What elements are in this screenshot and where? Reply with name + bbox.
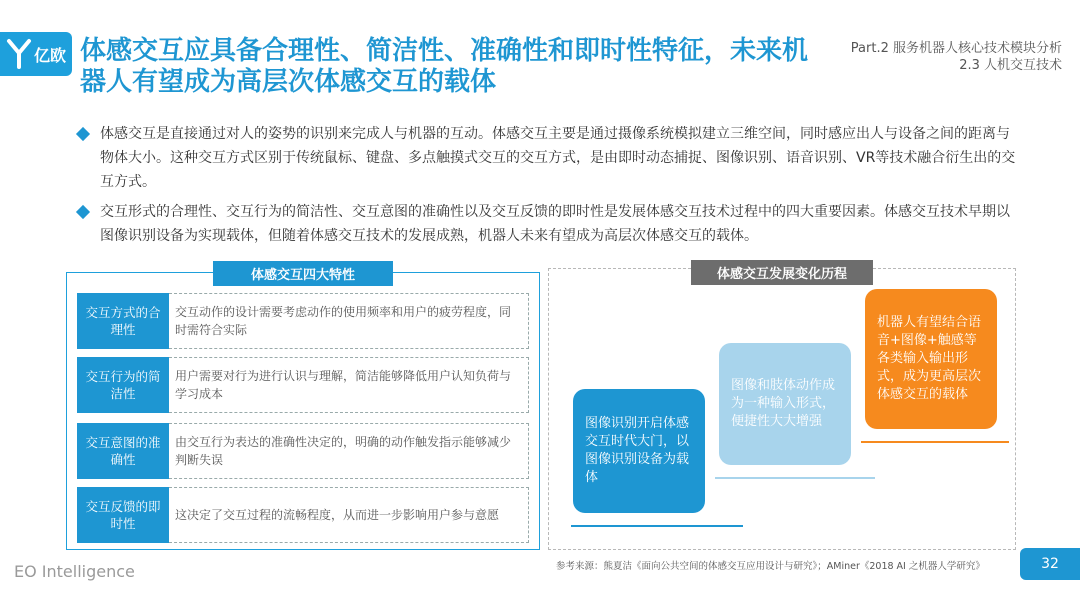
feature-row	[77, 487, 529, 543]
part-line: Part.2 服务机器人核心技术模块分析	[850, 41, 1062, 56]
diamond-bullet-icon	[76, 205, 90, 219]
evolution-step-1	[573, 389, 705, 513]
feature-desc: 这决定了交互过程的流畅程度，从而进一步影响用户参与意愿	[169, 487, 529, 543]
evolution-panel-title: 体感交互发展变化历程	[691, 260, 873, 285]
evolution-step-2	[719, 343, 851, 465]
feature-desc: 交互动作的设计需要考虑动作的使用频率和用户的疲劳程度，同时需符合实际	[169, 293, 529, 349]
feature-row	[77, 293, 529, 349]
logo-y-icon	[6, 38, 32, 70]
feature-desc: 用户需要对行为进行认识与理解，简洁能够降低用户认知负荷与学习成本	[169, 357, 529, 413]
logo	[0, 32, 72, 76]
step-2-baseline	[715, 477, 875, 479]
features-panel-title: 体感交互四大特性	[213, 261, 393, 286]
step-text: 图像和肢体动作成为一种输入形式，便捷性大大增强	[731, 378, 836, 429]
step-text: 图像识别开启体感交互时代大门，以图像识别设备为载体	[585, 416, 690, 485]
page-title: 体感交互应具备合理性、简洁性、准确性和即时性特征，未来机器人有望成为高层次体感交互的载体	[80, 36, 809, 97]
bullet-text: 体感交互是直接通过对人的姿势的识别来完成人与机器的互动。体感交互主要是通过摄像系统模拟建立三维空间，同时感应出人与设备之间的距离与物体大小。这种交互方式区别于传统鼠标、键盘、多点触摸式交互的交互方式，是由即时动态捕捉、图像识别、语音识别、VR等技术融合衍生出的交互方式。	[100, 126, 1016, 190]
bullet-item	[76, 122, 1016, 194]
section-info	[851, 40, 1062, 74]
bullet-text: 交互形式的合理性、交互行为的简洁性、交互意图的准确性以及交互反馈的即时性是发展体感交互技术过程中的四大重要因素。体感交互技术早期以图像识别设备为实现载体，但随着体感交互技术的发展成熟，机器人未来有望成为高层次体感交互的载体。	[100, 204, 1010, 244]
feature-label: 交互方式的合理性	[77, 293, 169, 349]
step-1-baseline	[571, 525, 743, 527]
evolution-step-3	[865, 289, 997, 429]
bullet-list	[76, 122, 1016, 254]
step-text: 机器人有望结合语音+图像+触感等各类输入输出形式，成为更高层次体感交互的载体	[877, 315, 982, 402]
feature-label: 交互意图的准确性	[77, 423, 169, 479]
feature-row	[77, 423, 529, 479]
bullet-item	[76, 200, 1016, 248]
features-panel	[66, 268, 540, 550]
brand-footer: EO Intelligence	[14, 562, 135, 581]
page-number: 32	[1020, 548, 1080, 580]
source-note: 参考来源：熊夏洁《面向公共空间的体感交互应用设计与研究》；AMiner《2018 AI 之机器人学研究》	[556, 561, 985, 572]
feature-label: 交互反馈的即时性	[77, 487, 169, 543]
logo-text: 亿欧	[34, 45, 67, 65]
section-line: 2.3 人机交互技术	[959, 58, 1062, 73]
feature-row	[77, 357, 529, 413]
diamond-bullet-icon	[76, 127, 90, 141]
feature-label: 交互行为的简洁性	[77, 357, 169, 413]
step-3-baseline	[861, 441, 1009, 443]
feature-desc: 由交互行为表达的准确性决定的，明确的动作触发指示能够减少判断失误	[169, 423, 529, 479]
evolution-panel	[548, 268, 1016, 550]
